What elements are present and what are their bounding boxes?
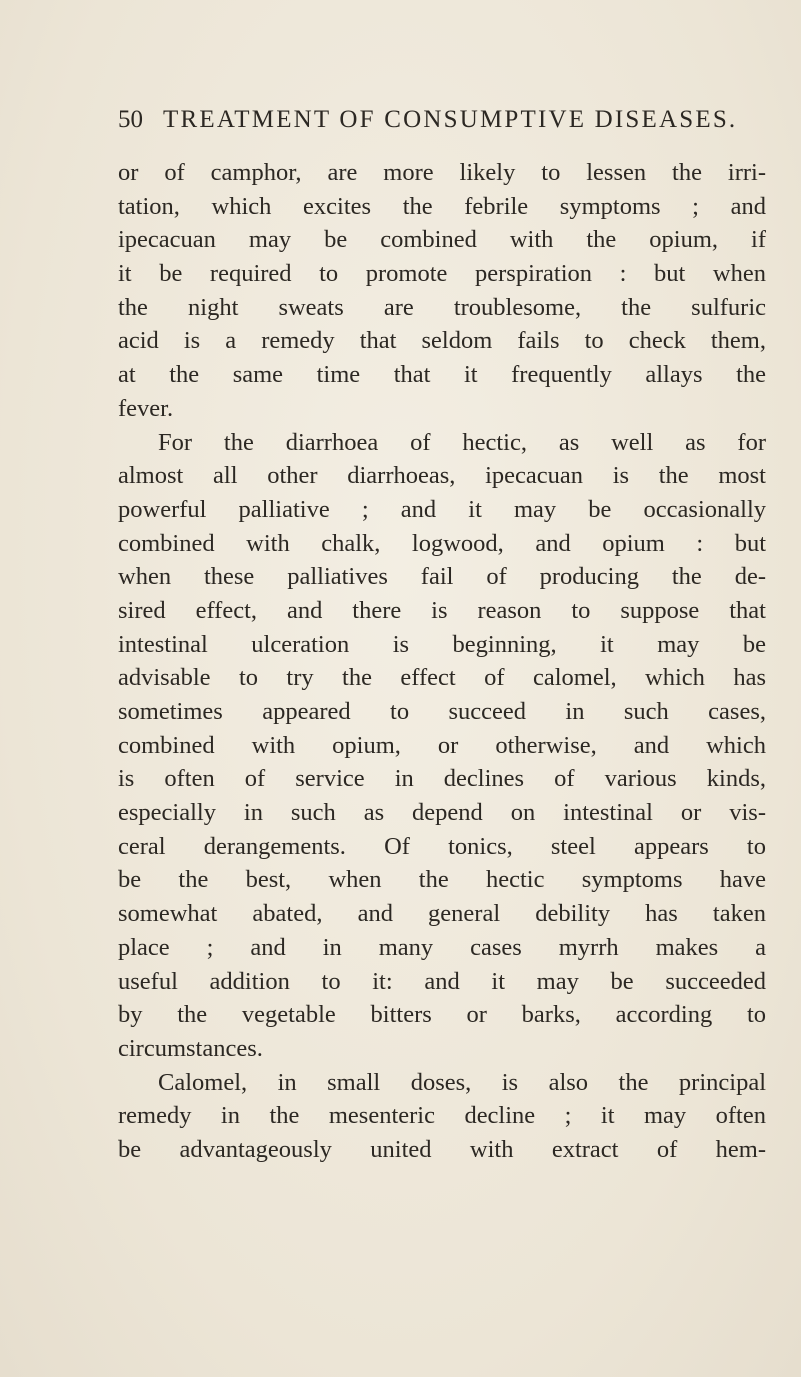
text-line: it be required to promote perspiration : but when [118,260,766,288]
text-line: combined with chalk, logwood, and opium : but [118,529,766,557]
text-line: useful addition to it: and it may be succeeded [118,967,766,995]
page-number: 50 [118,106,143,133]
paragraph-start-line: For the diarrhoea of hectic, as well as for [158,428,766,456]
text-line: place ; and in many cases myrrh makes a [118,933,766,961]
running-head [118,100,758,140]
text-line: is often of service in declines of various kinds, [118,765,766,793]
text-line: the night sweats are troublesome, the sulfuric [118,293,766,321]
text-line: ipecacuan may be combined with the opium, if [118,226,766,254]
text-line: when these palliatives fail of producing the de- [118,563,766,591]
text-line: advisable to try the effect of calomel, which has [118,664,766,692]
text-line: sired effect, and there is reason to suppose that [118,596,766,624]
running-head-title: TREATMENT OF CONSUMPTIVE DISEASES. [163,106,738,133]
text-line: by the vegetable bitters or barks, according to [118,1001,766,1029]
body-text [118,156,766,1167]
text-line: somewhat abated, and general debility has taken [118,900,766,928]
paragraph-end-line: fever. [118,394,174,422]
text-line: especially in such as depend on intestinal or vis- [118,799,766,827]
text-line: be advantageously united with extract of hem- [118,1135,766,1163]
text-line: powerful palliative ; and it may be occasionally [118,495,766,523]
text-line: almost all other diarrhoeas, ipecacuan is the most [118,462,766,490]
text-line: acid is a remedy that seldom fails to check them, [118,327,766,355]
text-line: intestinal ulceration is beginning, it may be [118,630,766,658]
paragraph-start-line: Calomel, in small doses, is also the principal [158,1068,766,1096]
paragraph-end-line: circumstances. [118,1034,263,1062]
text-line: ceral derangements. Of tonics, steel appears to [118,832,766,860]
text-line: combined with opium, or otherwise, and which [118,731,766,759]
text-line: tation, which excites the febrile symptoms ; and [118,192,766,220]
text-line: be the best, when the hectic symptoms have [118,866,766,894]
text-line: at the same time that it frequently allays the [118,361,766,389]
text-line: sometimes appeared to succeed in such cases, [118,698,766,725]
text-line: or of camphor, are more likely to lessen the irri- [118,159,766,186]
text-line: remedy in the mesenteric decline ; it may often [118,1102,766,1130]
